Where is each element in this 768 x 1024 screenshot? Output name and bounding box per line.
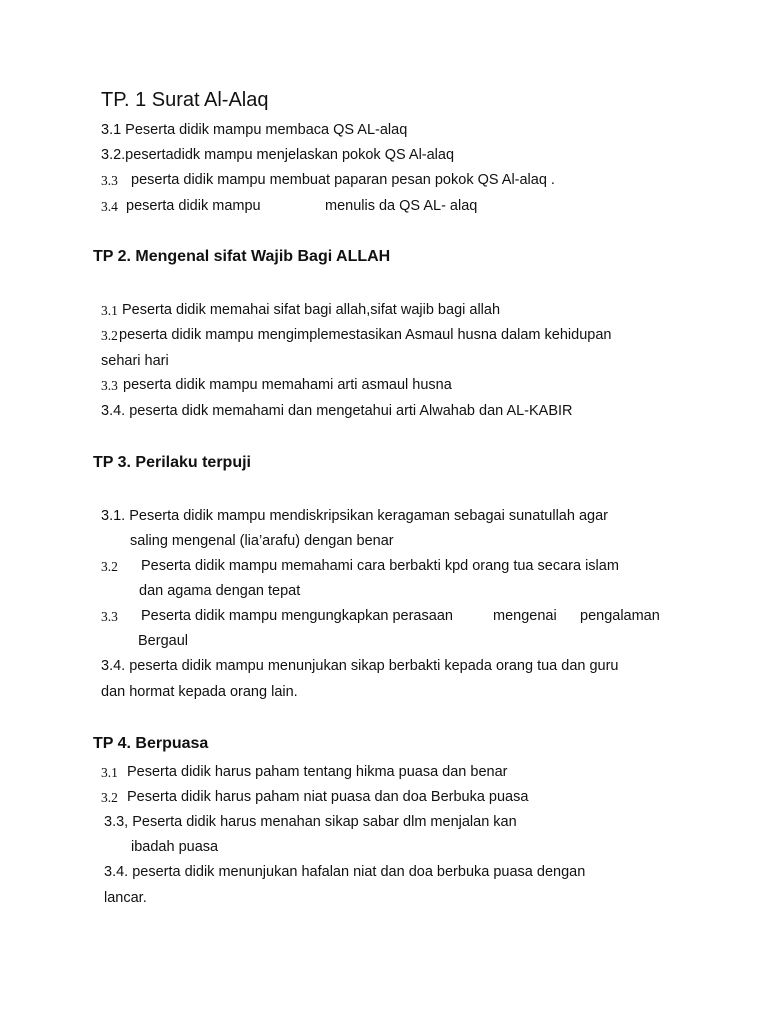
tp4-item-4-continuation: lancar. <box>104 890 147 906</box>
tp3-item-3-number: 3.3 <box>101 609 118 624</box>
tp3-item-1-continuation: saling mengenal (lia’arafu) dengan benar <box>130 533 394 549</box>
tp4-item-1-number: 3.1 <box>101 765 118 780</box>
tp3-item-3-text-a: Peserta didik mampu mengungkapkan perasaan <box>141 608 453 624</box>
tp2-item-1-number: 3.1 <box>101 303 118 318</box>
tp1-item-2: 3.2.pesertadidk mampu menjelaskan pokok QS Al-alaq <box>101 147 455 163</box>
tp4-item-3: 3.3, Peserta didik harus menahan sikap sabar dlm menjalan kan <box>104 814 517 830</box>
tp2-item-2-number: 3.2 <box>101 328 118 343</box>
tp4-item-1-text: Peserta didik harus paham tentang hikma puasa dan benar <box>127 764 508 780</box>
tp1-item-3-number: 3.3 <box>101 173 118 188</box>
tp2-item-2-text: peserta didik mampu mengimplemestasikan Asmaul husna dalam kehidupan <box>119 327 612 343</box>
tp2-item-3-number: 3.3 <box>101 378 118 393</box>
tp3-item-4: 3.4. peserta didik mampu menunjukan sikap berbakti kepada orang tua dan guru <box>101 658 619 674</box>
tp1-title: TP. 1 Surat Al-Alaq <box>101 89 269 111</box>
tp4-item-4: 3.4. peserta didik menunjukan hafalan niat dan doa berbuka puasa dengan <box>104 864 586 880</box>
tp2-item-1-text: Peserta didik memahai sifat bagi allah,sifat wajib bagi allah <box>122 302 501 318</box>
tp4-item-3-continuation: ibadah puasa <box>131 839 219 855</box>
tp4-item-2-text: Peserta didik harus paham niat puasa dan doa Berbuka puasa <box>127 789 529 805</box>
tp3-item-2-number: 3.2 <box>101 559 118 574</box>
tp4-title: TP 4. Berpuasa <box>93 735 209 752</box>
tp2-item-4: 3.4. peserta didk memahami dan mengetahui arti Alwahab dan AL-KABIR <box>101 403 573 419</box>
tp1-item-4-text-b: menulis da QS AL- alaq <box>325 198 478 214</box>
tp2-title: TP 2. Mengenal sifat Wajib Bagi ALLAH <box>93 248 391 265</box>
tp3-item-2-continuation: dan agama dengan tepat <box>139 583 301 599</box>
tp3-item-3-text-b: mengenai <box>493 608 557 624</box>
tp2-item-2-continuation: sehari hari <box>101 353 169 369</box>
tp3-item-2-text: Peserta didik mampu memahami cara berbakti kpd orang tua secara islam <box>141 558 619 574</box>
tp2-item-3-text: peserta didik mampu memahami arti asmaul husna <box>123 377 452 393</box>
tp1-item-4-number: 3.4 <box>101 199 118 214</box>
tp3-title: TP 3. Perilaku terpuji <box>93 454 251 471</box>
tp1-item-4-text-a: peserta didik mampu <box>126 198 261 214</box>
tp3-item-3-continuation: Bergaul <box>138 633 188 649</box>
tp1-item-3-text: peserta didik mampu membuat paparan pesan pokok QS Al-alaq . <box>131 172 555 188</box>
tp1-item-1: 3.1 Peserta didik mampu membaca QS AL-alaq <box>101 122 408 138</box>
tp4-item-2-number: 3.2 <box>101 790 118 805</box>
tp3-item-3-text-c: pengalaman <box>580 608 660 624</box>
tp3-item-4-continuation: dan hormat kepada orang lain. <box>101 684 298 700</box>
tp3-item-1: 3.1. Peserta didik mampu mendiskripsikan keragaman sebagai sunatullah agar <box>101 508 608 524</box>
